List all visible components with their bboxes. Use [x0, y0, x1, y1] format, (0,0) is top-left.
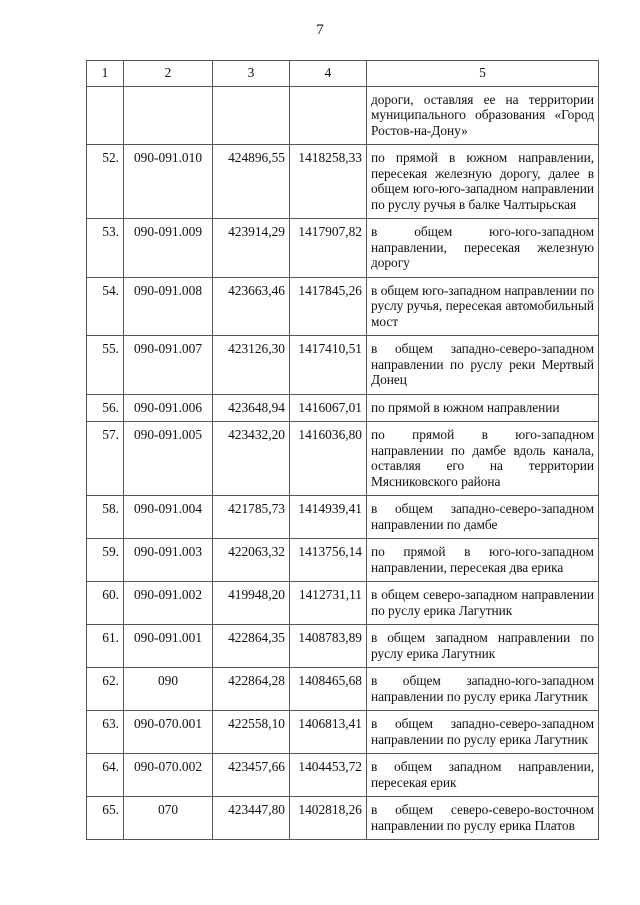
row-number: 57.	[87, 422, 124, 496]
table-row	[87, 754, 599, 797]
table-row	[87, 277, 599, 336]
boundary-description: в общем северо-северо-восточном направлении по руслу ерика Платов	[367, 797, 599, 840]
coord-x: 423126,30	[213, 336, 290, 395]
row-number: 58.	[87, 496, 124, 539]
row-number: 59.	[87, 539, 124, 582]
boundary-description: в общем западно-северо-западном направлении по руслу реки Мертвый Донец	[367, 336, 599, 395]
coord-y: 1417907,82	[290, 219, 367, 278]
coord-x: 422063,32	[213, 539, 290, 582]
table-row	[87, 336, 599, 395]
point-code: 090-091.002	[124, 582, 213, 625]
row-number: 52.	[87, 145, 124, 219]
boundary-description: по прямой в южном направлении	[367, 394, 599, 422]
table-row	[87, 86, 599, 145]
table-row	[87, 496, 599, 539]
coord-y: 1402818,26	[290, 797, 367, 840]
row-number: 54.	[87, 277, 124, 336]
row-number: 56.	[87, 394, 124, 422]
coord-y: 1417845,26	[290, 277, 367, 336]
coord-y: 1406813,41	[290, 711, 367, 754]
point-code: 090-091.008	[124, 277, 213, 336]
boundary-description: по прямой в юго-западном направлении по дамбе вдоль канала, оставляя его на территории Мясниковского района	[367, 422, 599, 496]
table-row	[87, 145, 599, 219]
boundary-description: в общем северо-западном направлении по руслу ерика Лагутник	[367, 582, 599, 625]
coord-y: 1418258,33	[290, 145, 367, 219]
point-code: 090-091.010	[124, 145, 213, 219]
table-row	[87, 668, 599, 711]
row-number: 63.	[87, 711, 124, 754]
coord-y: 1408783,89	[290, 625, 367, 668]
table-row	[87, 582, 599, 625]
point-code: 090-070.002	[124, 754, 213, 797]
boundary-table	[86, 60, 599, 840]
header-col-4: 4	[290, 61, 367, 87]
coord-y: 1404453,72	[290, 754, 367, 797]
point-code: 090	[124, 668, 213, 711]
boundary-description: в общем юго-юго-западном направлении, пересекая железную дорогу	[367, 219, 599, 278]
table-row	[87, 539, 599, 582]
row-number	[87, 86, 124, 145]
row-number: 65.	[87, 797, 124, 840]
table-row	[87, 711, 599, 754]
coord-x: 423447,80	[213, 797, 290, 840]
coord-x: 423663,46	[213, 277, 290, 336]
table-header-row	[87, 61, 599, 87]
coord-y: 1412731,11	[290, 582, 367, 625]
row-number: 62.	[87, 668, 124, 711]
page-number: 7	[316, 22, 324, 38]
row-number: 61.	[87, 625, 124, 668]
point-code: 070	[124, 797, 213, 840]
coord-x: 423457,66	[213, 754, 290, 797]
point-code: 090-091.007	[124, 336, 213, 395]
boundary-description: в общем западно-северо-западном направлении по дамбе	[367, 496, 599, 539]
table-row	[87, 394, 599, 422]
coord-x: 422558,10	[213, 711, 290, 754]
coord-x	[213, 86, 290, 145]
coord-x: 424896,55	[213, 145, 290, 219]
coord-y: 1413756,14	[290, 539, 367, 582]
coord-x: 422864,35	[213, 625, 290, 668]
row-number: 53.	[87, 219, 124, 278]
boundary-description: в общем западном направлении по руслу ерика Лагутник	[367, 625, 599, 668]
boundary-description: в общем западно-северо-западном направлении по руслу ерика Лагутник	[367, 711, 599, 754]
row-number: 55.	[87, 336, 124, 395]
coord-y: 1408465,68	[290, 668, 367, 711]
point-code: 090-091.004	[124, 496, 213, 539]
point-code: 090-091.005	[124, 422, 213, 496]
coord-x: 423432,20	[213, 422, 290, 496]
coord-y	[290, 86, 367, 145]
point-code: 090-070.001	[124, 711, 213, 754]
row-number: 60.	[87, 582, 124, 625]
point-code: 090-091.001	[124, 625, 213, 668]
coord-x: 422864,28	[213, 668, 290, 711]
header-col-3: 3	[213, 61, 290, 87]
row-number: 64.	[87, 754, 124, 797]
coord-x: 419948,20	[213, 582, 290, 625]
header-col-2: 2	[124, 61, 213, 87]
coord-x: 423914,29	[213, 219, 290, 278]
table-row	[87, 797, 599, 840]
header-col-5: 5	[367, 61, 599, 87]
table-row	[87, 625, 599, 668]
point-code: 090-091.003	[124, 539, 213, 582]
boundary-description: в общем западно-юго-западном направлении по руслу ерика Лагутник	[367, 668, 599, 711]
coord-y: 1416036,80	[290, 422, 367, 496]
boundary-description: в общем юго-западном направлении по руслу ручья, пересекая автомобильный мост	[367, 277, 599, 336]
boundary-description: по прямой в юго-юго-западном направлении, пересекая два ерика	[367, 539, 599, 582]
coord-x: 421785,73	[213, 496, 290, 539]
boundary-description: в общем западном направлении, пересекая ерик	[367, 754, 599, 797]
coord-y: 1414939,41	[290, 496, 367, 539]
point-code: 090-091.009	[124, 219, 213, 278]
coord-x: 423648,94	[213, 394, 290, 422]
boundary-description: по прямой в южном направлении, пересекая железную дорогу, далее в общем юго-юго-западном направлении по руслу ручья в балке Чалтырьская	[367, 145, 599, 219]
table-row	[87, 422, 599, 496]
point-code	[124, 86, 213, 145]
point-code: 090-091.006	[124, 394, 213, 422]
table-row	[87, 219, 599, 278]
coord-y: 1417410,51	[290, 336, 367, 395]
header-col-1: 1	[87, 61, 124, 87]
coord-y: 1416067,01	[290, 394, 367, 422]
boundary-description: дороги, оставляя ее на территории муниципального образования «Город Ростов-на-Дону»	[367, 86, 599, 145]
